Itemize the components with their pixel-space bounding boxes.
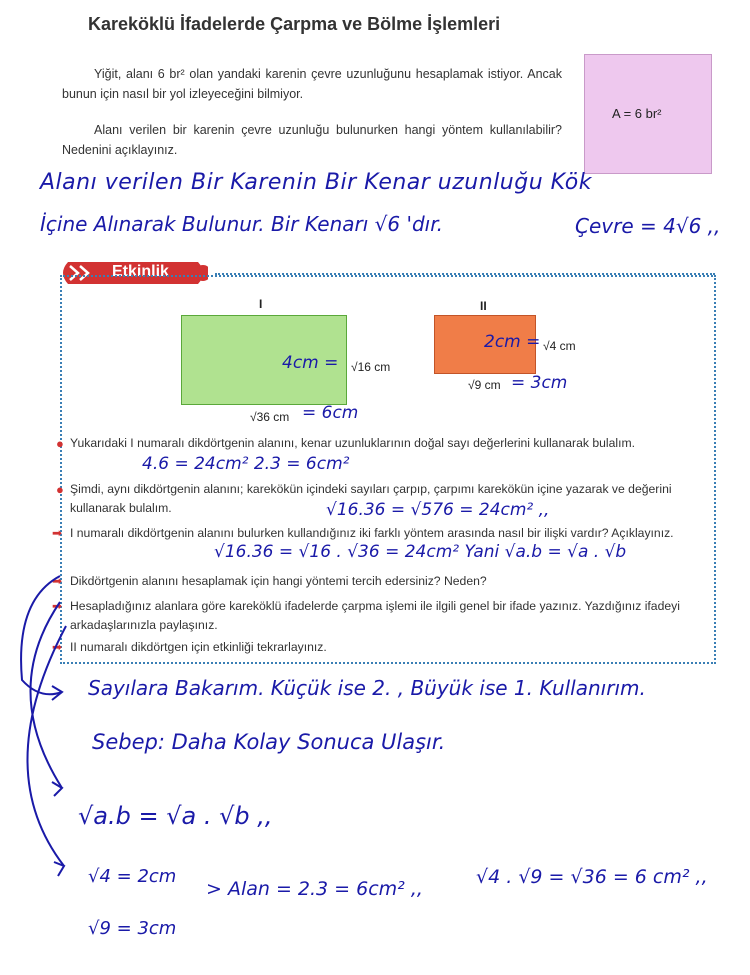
- hw-answer-area: > Alan = 2.3 = 6cm² ,,: [206, 878, 423, 900]
- bullet-icon: ●: [56, 436, 64, 451]
- question-5: [52, 597, 706, 635]
- arrow-right-icon: ➡: [52, 640, 63, 654]
- question-3-text: I numaralı dikdörtgenin alanını bulurken kullandığınız iki farklı yöntem arasında nasıl bir ilişki vardır? Açıklayınız.: [70, 526, 674, 540]
- handwritten-answer-line-1: Alanı verilen Bir Karenin Bir Kenar uzunluğu Kök: [40, 170, 592, 195]
- intro-text-2: Alanı verilen bir karenin çevre uzunluğu bulunurken hangi yöntem kullanılabilir? Nedenini açıklayınız.: [62, 123, 562, 157]
- question-3: [52, 524, 706, 543]
- hw-answer-sqrt9: √9 = 3cm: [88, 918, 177, 939]
- question-1-text: Yukarıdaki I numaralı dikdörtgenin alanını, kenar uzunluklarının doğal sayı değerlerini kullanarak bulalım.: [70, 436, 636, 450]
- handwritten-perimeter: Çevre = 4√6 ,,: [575, 214, 721, 238]
- hw-rect1-bottom: = 6cm: [302, 403, 359, 423]
- rect1-title: I: [259, 297, 263, 311]
- hw-question-2-answer: √16.36 = √576 = 24cm² ,,: [326, 500, 550, 520]
- question-1: [56, 434, 706, 453]
- rect2-bottom-label: √9 cm: [468, 378, 501, 392]
- question-6-text: II numaralı dikdörtgen için etkinliği tekrarlayınız.: [70, 640, 327, 654]
- question-5-text: Hesapladığınız alanlara göre kareköklü ifadelerde çarpma işlemi ile ilgili genel bir ifade yazınız. Yazdığınız ifadeyi arkadaşlarınızla paylaşınız.: [70, 599, 680, 632]
- hw-answer-sqrt4: √4 = 2cm: [88, 866, 177, 887]
- hw-rect1-side: 4cm =: [282, 353, 339, 373]
- hw-answer-product: √4 . √9 = √36 = 6 cm² ,,: [476, 866, 708, 888]
- intro-paragraph-2: [62, 120, 562, 160]
- hw-question-1-answer: 4.6 = 24cm² 2.3 = 6cm²: [142, 454, 350, 474]
- rect2-title: II: [480, 299, 487, 313]
- arrow-right-icon: ➡: [52, 526, 63, 540]
- hw-question-3-answer: √16.36 = √16 . √36 = 24cm² Yani √a.b = √a . √b: [214, 542, 627, 562]
- intro-text-1: Yiğit, alanı 6 br² olan yandaki karenin çevre uzunluğunu hesaplamak istiyor. Ancak bunun için nasıl bir yol izleyeceğini bilmiyor.: [62, 67, 562, 101]
- question-6: [52, 638, 706, 657]
- hw-answer-general-rule: √a.b = √a . √b ,,: [78, 802, 273, 830]
- question-4-text: Dikdörtgenin alanını hesaplamak için hangi yöntemi tercih edersiniz? Neden?: [70, 574, 487, 588]
- arrow-right-icon: ➡: [52, 574, 63, 588]
- bullet-icon: ●: [56, 482, 64, 497]
- handwritten-answer-line-2: İçine Alınarak Bulunur. Bir Kenarı √6 'dır.: [40, 212, 443, 236]
- question-2-text: Şimdi, aynı dikdörtgenin alanını; karekökün içindeki sayıları çarpıp, çarpımı karekökün içine yazarak ve değerini kullanarak bulalım.: [70, 482, 672, 515]
- hw-answer-method: Sayılara Bakarım. Küçük ise 2. , Büyük ise 1. Kullanırım.: [88, 676, 646, 700]
- arrow-right-icon: ➡: [52, 599, 63, 613]
- rect1-bottom-label: √36 cm: [250, 410, 290, 424]
- hw-rect2-side: 2cm =: [484, 332, 541, 352]
- square-area-label: A = 6 br²: [612, 106, 662, 121]
- question-4: [52, 572, 706, 591]
- intro-paragraph-1: [62, 64, 562, 104]
- hw-answer-reason: Sebep: Daha Kolay Sonuca Ulaşır.: [92, 730, 446, 754]
- page-title: Kareköklü İfadelerde Çarpma ve Bölme İşlemleri: [88, 14, 501, 34]
- rect2-side-label: √4 cm: [543, 339, 576, 353]
- rect1-side-label: √16 cm: [351, 360, 391, 374]
- hw-rect2-bottom: = 3cm: [511, 373, 568, 393]
- etkinlik-title: Etkinlik: [112, 263, 169, 280]
